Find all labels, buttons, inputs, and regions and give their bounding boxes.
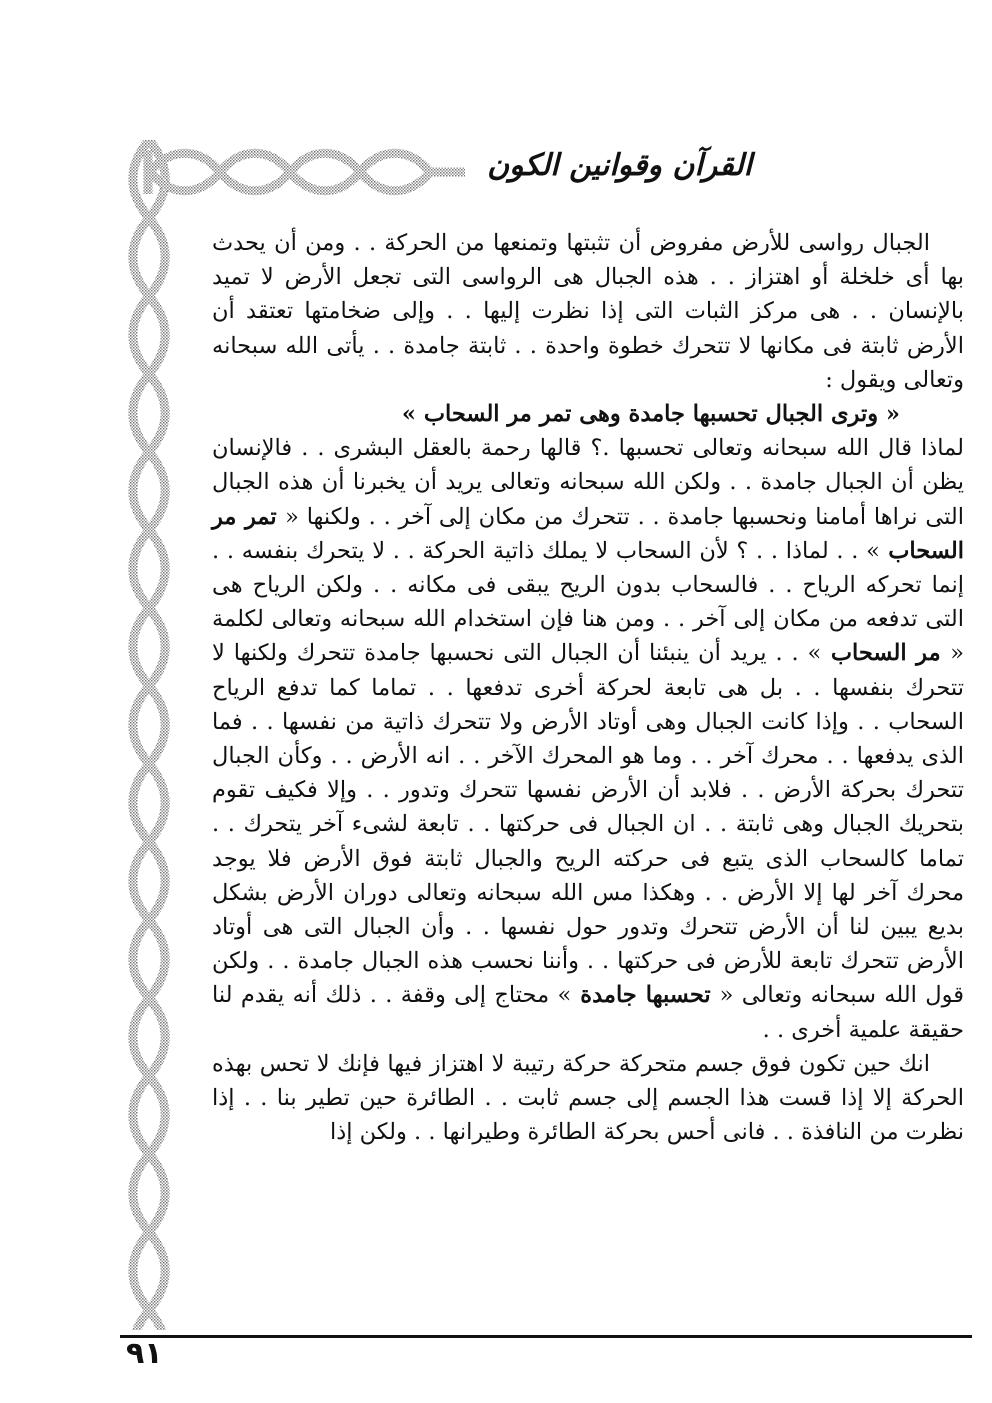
paragraph-2-text-c: » . . يريد أن ينبئنا أن الجبال التى نحسبها جامدة تتحرك ولكنها لا تتحرك بنفسها . . بل هى تابعة لحركة أخرى تدفعها . . تماما كما تدفع الرياح السحاب . . وإذا كانت الجبال وهى أوتاد الأرض ولا تتحرك ذاتية من نفسها . . فما الذى يدفعها . . محرك آخر . . وما هو المحرك الآخر . . انه الأرض . . وكأن الجبال تتحرك بحركة الأرض . . فلابد أن الأرض نفسها تتحرك وتدور . . وإلا فكيف تقوم بتحريك الجبال وهى ثابتة . . ان الجبال فى حركتها . . تابعة لشىء آخر يتحرك . . تماما كالسحاب الذى يتبع فى حركته الريح والجبال ثابتة فوق الأرض فلا يوجد محرك آخر لها إلا الأرض . . وهكذا مس الله سبحانه وتعالى دوران الأرض بشكل بديع يبين لنا أن الأرض تتحرك وتدور حول نفسها . . وأن الجبال التى هى أوتاد الأرض تتحرك تابعة للأرض فى حركتها . . وأننا نحسب هذه الجبال جامدة . . ولكن قول الله سبحانه وتعالى « (212, 640, 964, 1009)
emphasis-phrase-2: مر السحاب (821, 640, 951, 667)
paragraph-2 (212, 431, 964, 1047)
page-header-title: القرآن وقوانين الكون (487, 148, 752, 183)
braided-border-ornament (118, 140, 180, 1330)
paragraph-2-text-a: لماذا قال الله سبحانه وتعالى تحسبها .؟ قالها رحمة بالعقل البشرى . . فالإنسان يظن أن الجبال جامدة . . ولكن الله سبحانه وتعالى يريد أن يخبرنا أن هذه الجبال التى نراها أمامنا ونحسبها جامدة . . تتحرك من مكان إلى آخر . . ولكنها « (212, 435, 964, 530)
paragraph-1: الجبال رواسى للأرض مفروض أن تثبتها وتمنعها من الحركة . . ومن أن يحدث بها أى خلخلة أو اهتزاز . . هذه الجبال هى الرواسى التى تجعل الأرض لا تميد بالإنسان . . هى مركز الثبات التى إذا نظرت إليها . . وإلى ضخامتها تعتقد أن الأرض ثابتة فى مكانها لا تتحرك خطوة واحدة . . ثابتة جامدة . . يأتى الله سبحانه وتعالى ويقول : (212, 230, 964, 393)
body-text (212, 226, 964, 1149)
paragraph-2-text-b: » . . لماذا . . ؟ لأن السحاب لا يملك ذاتية الحركة . . لا يتحرك بنفسه . . إنما تحركه الرياح . . فالسحاب بدون الريح يبقى فى مكانه . . ولكن الرياح هى التى تدفعه من مكان إلى آخر . . ومن هنا فإن استخدام الله سبحانه وتعالى لكلمة « (212, 537, 964, 667)
paragraph-3: انك حين تكون فوق جسم متحركة حركة رتيبة لا اهتزاز فيها فإنك لا تحس بهذه الحركة إلا إذا قست هذا الجسم إلى جسم ثابت . . الطائرة حين تطير بنا . . إذا نظرت من النافذة . . فانى أحس بحركة الطائرة وطيرانها . . ولكن إذا (212, 1050, 964, 1146)
quran-verse: « وترى الجبال تحسبها جامدة وهى تمر مر السحاب » (401, 401, 900, 428)
page-number: ٩١ (126, 1336, 163, 1371)
paragraph-2-text-d: » محتاج إلى وقفة . . ذلك أنه يقدم لنا حقيقة علمية أخرى . . (212, 982, 964, 1043)
emphasis-phrase-3: تحسبها جامدة (571, 982, 720, 1009)
emphasis-phrase-1: تمر مر السحاب (212, 503, 964, 564)
header-ornament (140, 142, 470, 200)
footer-rule (120, 1335, 972, 1338)
